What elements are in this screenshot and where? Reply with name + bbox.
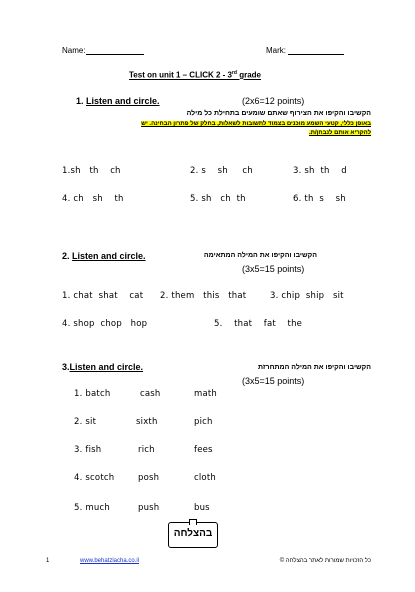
option[interactable]: th bbox=[304, 194, 314, 204]
section3-item-1: 1. batch bbox=[74, 389, 111, 399]
option[interactable]: sh bbox=[335, 194, 346, 204]
section3-item-3-opt2[interactable]: rich bbox=[138, 445, 155, 455]
behatzlacha-logo bbox=[168, 522, 218, 548]
section1-item-6: 6. th s sh bbox=[293, 194, 346, 204]
option[interactable]: cat bbox=[129, 291, 144, 301]
test-title: Test on unit 1 – CLICK 2 - 3rd grade bbox=[129, 70, 261, 80]
option[interactable]: chip bbox=[281, 291, 301, 301]
footer-copyright: כל הזכויות שמורות לאתר בהצלחה © bbox=[279, 558, 371, 564]
option[interactable]: sit bbox=[85, 417, 97, 427]
option[interactable]: scotch bbox=[85, 473, 115, 483]
section3-item-5-opt2[interactable]: push bbox=[138, 503, 160, 513]
option[interactable]: d bbox=[341, 166, 347, 176]
section1-item-3: 3. sh th d bbox=[293, 166, 347, 176]
mark-label: Mark: bbox=[266, 46, 286, 55]
section2-number: 2. bbox=[62, 251, 70, 261]
option[interactable]: ch bbox=[73, 194, 84, 204]
section3-item-4-opt2[interactable]: posh bbox=[138, 473, 160, 483]
section3-number: 3. bbox=[62, 362, 70, 372]
section2-item-4: 4. shop chop hop bbox=[62, 319, 148, 329]
section1-item-2: 2. s sh ch bbox=[190, 166, 253, 176]
section1-title: Listen and circle. bbox=[86, 96, 160, 106]
option[interactable]: chop bbox=[100, 319, 122, 329]
section3-title: Listen and circle. bbox=[69, 362, 144, 372]
option[interactable]: ship bbox=[305, 291, 325, 301]
option[interactable]: th bbox=[236, 194, 246, 204]
name-field-line[interactable] bbox=[86, 46, 144, 55]
option[interactable]: that bbox=[234, 319, 253, 329]
section2-item-5: 5. that fat the bbox=[214, 319, 303, 329]
section3-item-2: 2. sit bbox=[74, 417, 97, 427]
page-number: 1 bbox=[46, 558, 50, 564]
option[interactable]: s bbox=[201, 166, 207, 176]
option[interactable]: sh bbox=[217, 166, 228, 176]
section1-note-line1: באופן כללי, קטעי השמע מוכנים בצמוד לתשובות לשאלות, בחלק של פתרון הבחינה. יש bbox=[141, 121, 371, 127]
section1-item-5: 5. sh ch th bbox=[190, 194, 246, 204]
section3-item-5: 5. much bbox=[74, 503, 110, 513]
option[interactable]: sh bbox=[70, 166, 81, 176]
section3-item-4-opt3[interactable]: cloth bbox=[194, 473, 216, 483]
option[interactable]: shat bbox=[98, 291, 118, 301]
mark-label-group bbox=[266, 46, 344, 55]
section3-item-1-opt2[interactable]: cash bbox=[140, 389, 161, 399]
section2-points: (3x5=15 points) bbox=[242, 264, 305, 274]
mark-field-line[interactable] bbox=[288, 46, 344, 55]
option[interactable]: sh bbox=[304, 166, 315, 176]
option[interactable]: fat bbox=[263, 319, 276, 329]
option[interactable]: ch bbox=[110, 166, 121, 176]
option[interactable]: ch bbox=[220, 194, 231, 204]
option[interactable]: hop bbox=[130, 319, 148, 329]
option[interactable]: fish bbox=[85, 445, 102, 455]
section1-points: (2x6=12 points) bbox=[242, 96, 305, 106]
option[interactable]: th bbox=[320, 166, 330, 176]
section3-instruction: הקשיבו והקיפו את המילה המתחרזת bbox=[257, 364, 371, 371]
section3-item-4: 4. scotch bbox=[74, 473, 115, 483]
section2-title: Listen and circle. bbox=[72, 251, 146, 261]
option[interactable]: s bbox=[319, 194, 324, 204]
option[interactable]: sh bbox=[201, 194, 212, 204]
section1-number: 1. bbox=[76, 96, 84, 106]
logo-text: בהצלחה bbox=[173, 528, 213, 539]
section3-heading bbox=[62, 362, 143, 372]
option[interactable]: this bbox=[203, 291, 220, 301]
section2-item-1: 1. chat shat cat bbox=[62, 291, 144, 301]
name-label: Name: bbox=[62, 46, 86, 55]
name-label-group bbox=[62, 46, 144, 55]
footer-link[interactable]: www.behatzlacha.co.il bbox=[80, 558, 140, 564]
option[interactable]: that bbox=[228, 291, 247, 301]
option[interactable]: them bbox=[171, 291, 195, 301]
section1-heading bbox=[76, 96, 160, 106]
section2-heading bbox=[62, 251, 146, 261]
option[interactable]: th bbox=[114, 194, 124, 204]
section2-item-2: 2. them this that bbox=[160, 291, 247, 301]
section3-item-1-opt3[interactable]: math bbox=[194, 389, 218, 399]
option[interactable]: much bbox=[85, 503, 110, 513]
option[interactable]: th bbox=[89, 166, 99, 176]
section3-item-3-opt3[interactable]: fees bbox=[194, 445, 213, 455]
section1-item-1: 1.sh th ch bbox=[62, 166, 121, 176]
section3-item-5-opt3[interactable]: bus bbox=[194, 503, 210, 513]
section1-item-4: 4. ch sh th bbox=[62, 194, 124, 204]
section2-instruction: הקשיבו והקיפו את המילה המתאימה bbox=[203, 252, 317, 259]
option[interactable]: shop bbox=[73, 319, 95, 329]
section3-points: (3x5=15 points) bbox=[242, 376, 305, 386]
option[interactable]: batch bbox=[85, 389, 111, 399]
section2-item-3: 3. chip ship sit bbox=[270, 291, 344, 301]
option[interactable]: the bbox=[287, 319, 303, 329]
option[interactable]: sh bbox=[92, 194, 103, 204]
logo-tab-shape bbox=[189, 519, 197, 525]
option[interactable]: sit bbox=[332, 291, 344, 301]
section3-item-2-opt2[interactable]: sixth bbox=[136, 417, 158, 427]
option[interactable]: ch bbox=[242, 166, 253, 176]
option[interactable]: chat bbox=[73, 291, 93, 301]
section3-item-2-opt3[interactable]: pich bbox=[194, 417, 213, 427]
section1-instruction: הקשיבו והקיפו את הצירוף שאתם שומעים בתחילת כל מילה bbox=[186, 110, 371, 117]
section1-note-line2: להקריא אותם לנבחן/ת. bbox=[308, 130, 371, 136]
section3-item-3: 3. fish bbox=[74, 445, 102, 455]
